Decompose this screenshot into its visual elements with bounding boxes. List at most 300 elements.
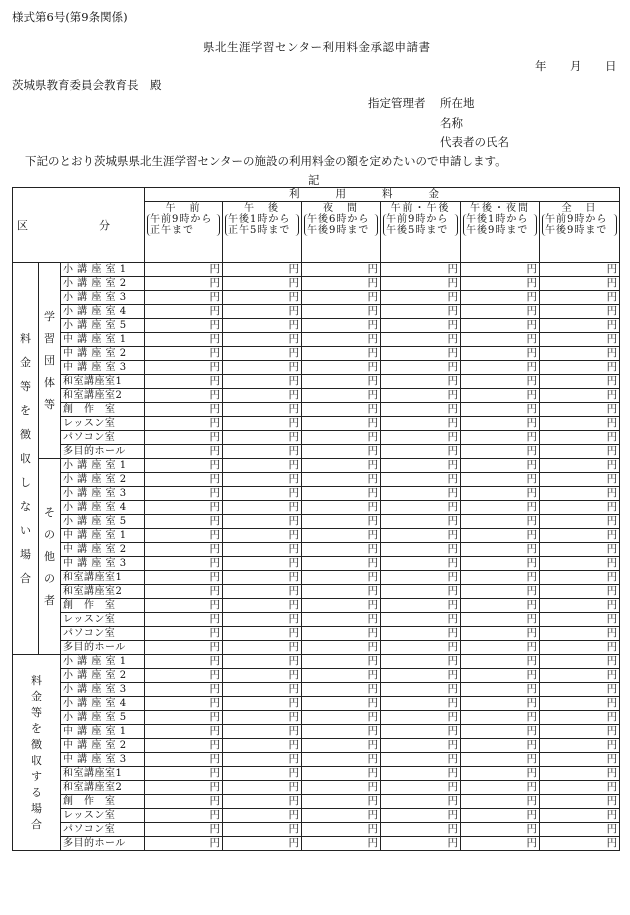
fee-cell[interactable]: 円	[223, 305, 302, 319]
fee-cell[interactable]: 円	[145, 263, 223, 277]
category-free	[13, 263, 39, 655]
document-title: 県北生涯学習センター利用料金承認申請書	[203, 40, 431, 54]
fee-cell[interactable]: 円	[381, 781, 461, 795]
table-row	[13, 739, 620, 753]
fee-cell[interactable]: 円	[145, 683, 223, 697]
fee-cell[interactable]: 円	[302, 585, 381, 599]
fee-cell[interactable]: 円	[145, 543, 223, 557]
fee-cell[interactable]: 円	[461, 781, 540, 795]
fee-cell[interactable]: 円	[461, 459, 540, 473]
fee-cell[interactable]: 円	[381, 459, 461, 473]
fee-cell[interactable]: 円	[381, 319, 461, 333]
fee-cell[interactable]: 円	[145, 739, 223, 753]
fee-cell[interactable]: 円	[145, 697, 223, 711]
fee-cell[interactable]: 円	[145, 515, 223, 529]
fee-cell[interactable]: 円	[381, 669, 461, 683]
fee-cell[interactable]: 円	[540, 403, 620, 417]
fee-cell[interactable]: 円	[461, 683, 540, 697]
fee-cell[interactable]: 円	[381, 543, 461, 557]
fee-cell[interactable]: 円	[461, 445, 540, 459]
fee-cell[interactable]: 円	[461, 837, 540, 851]
fee-cell[interactable]: 円	[461, 389, 540, 403]
group-other-text: その他の者	[44, 505, 55, 607]
fee-cell[interactable]: 円	[461, 417, 540, 431]
fee-cell[interactable]: 円	[381, 277, 461, 291]
fee-cell[interactable]: 円	[381, 263, 461, 277]
fee-cell[interactable]: 円	[302, 809, 381, 823]
fee-cell[interactable]: 円	[540, 739, 620, 753]
fee-cell[interactable]: 円	[540, 599, 620, 613]
fee-cell[interactable]: 円	[540, 725, 620, 739]
fee-cell[interactable]: 円	[302, 753, 381, 767]
fee-cell[interactable]: 円	[302, 263, 381, 277]
fee-cell[interactable]: 円	[302, 291, 381, 305]
table-row	[13, 431, 620, 445]
fee-cell[interactable]: 円	[381, 403, 461, 417]
fee-cell[interactable]: 円	[223, 781, 302, 795]
fee-cell[interactable]: 円	[145, 823, 223, 837]
fee-cell[interactable]: 円	[540, 431, 620, 445]
fee-cell[interactable]: 円	[145, 627, 223, 641]
fee-cell[interactable]: 円	[461, 599, 540, 613]
fee-cell[interactable]: 円	[540, 515, 620, 529]
fee-cell[interactable]: 円	[540, 683, 620, 697]
fee-cell[interactable]: 円	[223, 585, 302, 599]
fee-cell[interactable]: 円	[381, 739, 461, 753]
fee-cell[interactable]: 円	[223, 669, 302, 683]
fee-cell[interactable]: 円	[381, 445, 461, 459]
table-row	[13, 697, 620, 711]
fee-cell[interactable]: 円	[145, 795, 223, 809]
fee-cell[interactable]: 円	[223, 473, 302, 487]
fee-cell[interactable]: 円	[145, 459, 223, 473]
fee-cell[interactable]: 円	[381, 389, 461, 403]
fee-cell[interactable]: 円	[223, 361, 302, 375]
fee-cell[interactable]: 円	[461, 627, 540, 641]
group-other	[39, 459, 61, 655]
fee-cell[interactable]: 円	[540, 627, 620, 641]
fee-cell[interactable]: 円	[540, 641, 620, 655]
column-header	[302, 202, 381, 263]
room-name: 小 講 座 室 5	[61, 319, 145, 333]
fee-cell[interactable]: 円	[223, 711, 302, 725]
fee-cell[interactable]: 円	[223, 487, 302, 501]
fee-cell[interactable]: 円	[540, 417, 620, 431]
column-header	[145, 202, 223, 263]
fee-cell[interactable]: 円	[461, 473, 540, 487]
fee-cell[interactable]: 円	[145, 529, 223, 543]
table-row	[13, 375, 620, 389]
fee-cell[interactable]: 円	[540, 291, 620, 305]
table-row	[13, 599, 620, 613]
fee-cell[interactable]: 円	[302, 403, 381, 417]
room-name: 創 作 室	[61, 403, 145, 417]
fee-cell[interactable]: 円	[461, 571, 540, 585]
fee-cell[interactable]: 円	[540, 501, 620, 515]
fee-cell[interactable]: 円	[223, 613, 302, 627]
fee-cell[interactable]: 円	[461, 319, 540, 333]
fee-cell[interactable]: 円	[461, 585, 540, 599]
fee-cell[interactable]: 円	[381, 361, 461, 375]
fee-cell[interactable]: 円	[223, 725, 302, 739]
fee-cell[interactable]: 円	[223, 823, 302, 837]
fee-cell[interactable]: 円	[461, 809, 540, 823]
fee-cell[interactable]: 円	[223, 347, 302, 361]
fee-cell[interactable]: 円	[461, 795, 540, 809]
fee-cell[interactable]: 円	[302, 431, 381, 445]
fee-cell[interactable]: 円	[381, 431, 461, 445]
fee-cell[interactable]: 円	[381, 557, 461, 571]
fee-cell[interactable]: 円	[302, 501, 381, 515]
fee-cell[interactable]: 円	[302, 697, 381, 711]
room-name: パソコン室	[61, 431, 145, 445]
fee-cell[interactable]: 円	[540, 711, 620, 725]
fee-cell[interactable]: 円	[223, 655, 302, 669]
fee-cell[interactable]: 円	[145, 389, 223, 403]
fee-cell[interactable]: 円	[461, 739, 540, 753]
fee-cell[interactable]: 円	[302, 375, 381, 389]
fee-cell[interactable]: 円	[223, 767, 302, 781]
fee-cell[interactable]: 円	[381, 599, 461, 613]
fee-cell[interactable]: 円	[540, 277, 620, 291]
fee-cell[interactable]: 円	[302, 627, 381, 641]
fee-cell[interactable]: 円	[302, 795, 381, 809]
fee-cell[interactable]: 円	[540, 529, 620, 543]
fee-cell[interactable]: 円	[223, 571, 302, 585]
fee-cell[interactable]: 円	[145, 347, 223, 361]
table-row	[13, 725, 620, 739]
fee-cell[interactable]: 円	[540, 823, 620, 837]
fee-cell[interactable]: 円	[223, 739, 302, 753]
fee-cell[interactable]: 円	[540, 487, 620, 501]
fee-cell[interactable]: 円	[223, 459, 302, 473]
fee-cell[interactable]: 円	[461, 333, 540, 347]
fee-cell[interactable]: 円	[461, 543, 540, 557]
fee-cell[interactable]: 円	[223, 753, 302, 767]
column-time-range: 午後1時から午後9時まで	[463, 214, 537, 236]
room-name: レッスン室	[61, 417, 145, 431]
fee-cell[interactable]: 円	[381, 697, 461, 711]
fee-cell[interactable]: 円	[223, 557, 302, 571]
fee-cell[interactable]: 円	[381, 529, 461, 543]
fee-cell[interactable]: 円	[145, 809, 223, 823]
fee-cell[interactable]: 円	[540, 809, 620, 823]
fee-cell[interactable]: 円	[223, 697, 302, 711]
fee-cell[interactable]: 円	[540, 669, 620, 683]
body-text: 下記のとおり茨城県県北生涯学習センターの施設の利用料金の額を定めたいので申請します。	[25, 154, 507, 168]
fee-cell[interactable]: 円	[381, 473, 461, 487]
fee-cell[interactable]: 円	[540, 767, 620, 781]
fee-cell[interactable]: 円	[302, 557, 381, 571]
fee-cell[interactable]: 円	[302, 641, 381, 655]
fee-cell[interactable]: 円	[461, 613, 540, 627]
fee-cell[interactable]: 円	[302, 837, 381, 851]
fee-cell[interactable]: 円	[145, 501, 223, 515]
fee-cell[interactable]: 円	[223, 809, 302, 823]
room-name: 和室講座室1	[61, 571, 145, 585]
fee-cell[interactable]: 円	[145, 431, 223, 445]
fee-cell[interactable]: 円	[461, 529, 540, 543]
fee-cell[interactable]: 円	[302, 333, 381, 347]
fee-cell[interactable]: 円	[540, 319, 620, 333]
fee-cell[interactable]: 円	[381, 641, 461, 655]
fee-cell[interactable]: 円	[145, 473, 223, 487]
fee-cell[interactable]: 円	[540, 305, 620, 319]
fee-cell[interactable]: 円	[145, 655, 223, 669]
room-name: 小 講 座 室 4	[61, 501, 145, 515]
fee-cell[interactable]: 円	[540, 571, 620, 585]
fee-cell[interactable]: 円	[145, 319, 223, 333]
fee-cell[interactable]: 円	[302, 417, 381, 431]
fee-cell[interactable]: 円	[540, 753, 620, 767]
fee-cell[interactable]: 円	[381, 823, 461, 837]
fee-cell[interactable]: 円	[145, 291, 223, 305]
fee-cell[interactable]: 円	[223, 445, 302, 459]
fee-cell[interactable]: 円	[302, 277, 381, 291]
fee-cell[interactable]: 円	[381, 795, 461, 809]
fee-cell[interactable]: 円	[223, 837, 302, 851]
fee-cell[interactable]: 円	[381, 711, 461, 725]
fee-cell[interactable]: 円	[223, 319, 302, 333]
fee-cell[interactable]: 円	[302, 669, 381, 683]
column-time-range: 午後1時から正午5時まで	[225, 214, 299, 236]
fee-cell[interactable]: 円	[302, 767, 381, 781]
fee-cell[interactable]: 円	[302, 347, 381, 361]
fee-cell[interactable]: 円	[381, 655, 461, 669]
table-row	[13, 557, 620, 571]
room-name: 和室講座室1	[61, 375, 145, 389]
fee-cell[interactable]: 円	[381, 725, 461, 739]
fee-cell[interactable]: 円	[461, 767, 540, 781]
fee-cell[interactable]: 円	[145, 375, 223, 389]
table-row	[13, 445, 620, 459]
fee-cell[interactable]: 円	[540, 389, 620, 403]
fee-cell[interactable]: 円	[145, 725, 223, 739]
fee-cell[interactable]: 円	[145, 767, 223, 781]
fee-cell[interactable]: 円	[145, 571, 223, 585]
fee-cell[interactable]: 円	[223, 389, 302, 403]
fee-cell[interactable]: 円	[145, 445, 223, 459]
fee-cell[interactable]: 円	[145, 305, 223, 319]
fee-cell[interactable]: 円	[223, 599, 302, 613]
fee-cell[interactable]: 円	[461, 305, 540, 319]
fee-cell[interactable]: 円	[381, 837, 461, 851]
fee-cell[interactable]: 円	[145, 333, 223, 347]
applicant-address: 所在地	[440, 96, 475, 110]
fee-cell[interactable]: 円	[461, 669, 540, 683]
fee-cell[interactable]: 円	[461, 501, 540, 515]
fee-cell[interactable]: 円	[381, 627, 461, 641]
fee-cell[interactable]: 円	[381, 375, 461, 389]
fee-cell[interactable]: 円	[302, 529, 381, 543]
fee-cell[interactable]: 円	[302, 319, 381, 333]
room-name: 中 講 座 室 3	[61, 557, 145, 571]
fee-cell[interactable]: 円	[145, 753, 223, 767]
fee-cell[interactable]: 円	[223, 333, 302, 347]
fee-cell[interactable]: 円	[223, 263, 302, 277]
fee-cell[interactable]: 円	[302, 711, 381, 725]
fee-cell[interactable]: 円	[461, 753, 540, 767]
fee-cell[interactable]: 円	[381, 291, 461, 305]
fee-cell[interactable]: 円	[461, 403, 540, 417]
fee-cell[interactable]: 円	[381, 767, 461, 781]
fee-cell[interactable]: 円	[302, 459, 381, 473]
fee-cell[interactable]: 円	[145, 669, 223, 683]
fee-cell[interactable]: 円	[540, 585, 620, 599]
fee-cell[interactable]: 円	[540, 445, 620, 459]
fee-cell[interactable]: 円	[223, 417, 302, 431]
fee-cell[interactable]: 円	[145, 487, 223, 501]
fee-cell[interactable]: 円	[381, 753, 461, 767]
fee-cell[interactable]: 円	[381, 613, 461, 627]
fee-cell[interactable]: 円	[540, 697, 620, 711]
fee-cell[interactable]: 円	[540, 557, 620, 571]
fee-cell[interactable]: 円	[540, 655, 620, 669]
table-row	[13, 795, 620, 809]
fee-cell[interactable]: 円	[461, 641, 540, 655]
fee-cell[interactable]: 円	[381, 515, 461, 529]
category-paid-text: 料金等を徴収する場合	[31, 673, 42, 831]
room-name: 小 講 座 室 3	[61, 487, 145, 501]
fee-cell[interactable]: 円	[381, 487, 461, 501]
addressee: 茨城県教育委員会教育長 殿	[12, 78, 162, 92]
fee-cell[interactable]: 円	[302, 683, 381, 697]
fee-cell[interactable]: 円	[223, 543, 302, 557]
column-time-range: 午前9時から午後5時まで	[383, 214, 458, 236]
fee-cell[interactable]: 円	[540, 333, 620, 347]
table-row	[13, 473, 620, 487]
fee-cell[interactable]: 円	[223, 501, 302, 515]
room-name: 中 講 座 室 2	[61, 543, 145, 557]
fee-cell[interactable]: 円	[302, 655, 381, 669]
fee-cell[interactable]: 円	[381, 809, 461, 823]
fee-cell[interactable]: 円	[145, 613, 223, 627]
fee-cell[interactable]: 円	[223, 515, 302, 529]
fee-cell[interactable]: 円	[223, 683, 302, 697]
fee-cell[interactable]: 円	[145, 277, 223, 291]
fee-cell[interactable]: 円	[302, 781, 381, 795]
fee-cell[interactable]: 円	[540, 543, 620, 557]
fee-cell[interactable]: 円	[302, 473, 381, 487]
table-row	[13, 837, 620, 851]
fee-cell[interactable]: 円	[461, 697, 540, 711]
fee-cell[interactable]: 円	[540, 795, 620, 809]
fee-cell[interactable]: 円	[540, 473, 620, 487]
fee-cell[interactable]: 円	[540, 263, 620, 277]
fee-cell[interactable]: 円	[302, 599, 381, 613]
room-name: 和室講座室2	[61, 585, 145, 599]
fee-cell[interactable]: 円	[145, 781, 223, 795]
room-name: 和室講座室2	[61, 389, 145, 403]
fee-cell[interactable]: 円	[302, 487, 381, 501]
fee-cell[interactable]: 円	[145, 361, 223, 375]
fee-cell[interactable]: 円	[461, 291, 540, 305]
fee-cell[interactable]: 円	[302, 515, 381, 529]
fee-cell[interactable]: 円	[461, 277, 540, 291]
fee-cell[interactable]: 円	[145, 417, 223, 431]
fee-cell[interactable]: 円	[302, 739, 381, 753]
fee-cell[interactable]: 円	[223, 403, 302, 417]
fee-cell[interactable]: 円	[381, 347, 461, 361]
fee-cell[interactable]: 円	[461, 711, 540, 725]
fee-cell[interactable]: 円	[223, 795, 302, 809]
fee-cell[interactable]: 円	[461, 557, 540, 571]
fee-cell[interactable]: 円	[223, 641, 302, 655]
fee-cell[interactable]: 円	[223, 627, 302, 641]
fee-cell[interactable]: 円	[302, 543, 381, 557]
fee-cell[interactable]: 円	[461, 263, 540, 277]
fee-cell[interactable]: 円	[461, 347, 540, 361]
column-title: 午前・午後	[390, 203, 451, 214]
column-time-range: 午前9時から午後9時まで	[542, 214, 617, 236]
fee-cell[interactable]: 円	[145, 641, 223, 655]
fee-cell[interactable]: 円	[461, 375, 540, 389]
fee-cell[interactable]: 円	[145, 837, 223, 851]
room-name: 小 講 座 室 5	[61, 515, 145, 529]
fee-cell[interactable]: 円	[381, 585, 461, 599]
fee-cell[interactable]: 円	[302, 613, 381, 627]
fee-cell[interactable]: 円	[461, 725, 540, 739]
fee-cell[interactable]: 円	[540, 347, 620, 361]
fee-cell[interactable]: 円	[381, 333, 461, 347]
fee-cell[interactable]: 円	[302, 725, 381, 739]
fee-cell[interactable]: 円	[302, 305, 381, 319]
fee-cell[interactable]: 円	[302, 823, 381, 837]
applicant-name: 名称	[440, 116, 463, 130]
fee-cell[interactable]: 円	[540, 781, 620, 795]
fee-cell[interactable]: 円	[145, 403, 223, 417]
fee-cell[interactable]: 円	[540, 613, 620, 627]
table-row	[13, 711, 620, 725]
fee-cell[interactable]: 円	[381, 683, 461, 697]
column-time-range: 午前9時から正午まで	[147, 214, 220, 236]
table-row	[13, 305, 620, 319]
fee-cell[interactable]: 円	[461, 655, 540, 669]
column-title: 午 前	[165, 203, 202, 214]
fee-cell[interactable]: 円	[302, 571, 381, 585]
fee-cell[interactable]: 円	[302, 445, 381, 459]
fee-cell[interactable]: 円	[381, 501, 461, 515]
fee-cell[interactable]: 円	[302, 361, 381, 375]
room-name: 小 講 座 室 2	[61, 669, 145, 683]
fee-cell[interactable]: 円	[223, 529, 302, 543]
room-name: 中 講 座 室 1	[61, 725, 145, 739]
fee-cell[interactable]: 円	[381, 305, 461, 319]
fee-cell[interactable]: 円	[540, 361, 620, 375]
fee-cell[interactable]: 円	[223, 291, 302, 305]
fee-cell[interactable]: 円	[461, 431, 540, 445]
fee-cell[interactable]: 円	[540, 375, 620, 389]
table-row	[13, 291, 620, 305]
fee-cell[interactable]: 円	[145, 711, 223, 725]
fee-cell[interactable]: 円	[381, 417, 461, 431]
fee-cell[interactable]: 円	[302, 389, 381, 403]
fee-cell[interactable]: 円	[461, 487, 540, 501]
fee-cell[interactable]: 円	[223, 277, 302, 291]
fee-cell[interactable]: 円	[540, 459, 620, 473]
fee-cell[interactable]: 円	[461, 515, 540, 529]
fee-cell[interactable]: 円	[461, 823, 540, 837]
fee-cell[interactable]: 円	[223, 431, 302, 445]
fee-cell[interactable]: 円	[540, 837, 620, 851]
fee-cell[interactable]: 円	[145, 599, 223, 613]
fee-cell[interactable]: 円	[223, 375, 302, 389]
fee-cell[interactable]: 円	[461, 361, 540, 375]
fee-cell[interactable]: 円	[145, 557, 223, 571]
fee-cell[interactable]: 円	[145, 585, 223, 599]
fee-cell[interactable]: 円	[381, 571, 461, 585]
room-name: 和室講座室1	[61, 767, 145, 781]
